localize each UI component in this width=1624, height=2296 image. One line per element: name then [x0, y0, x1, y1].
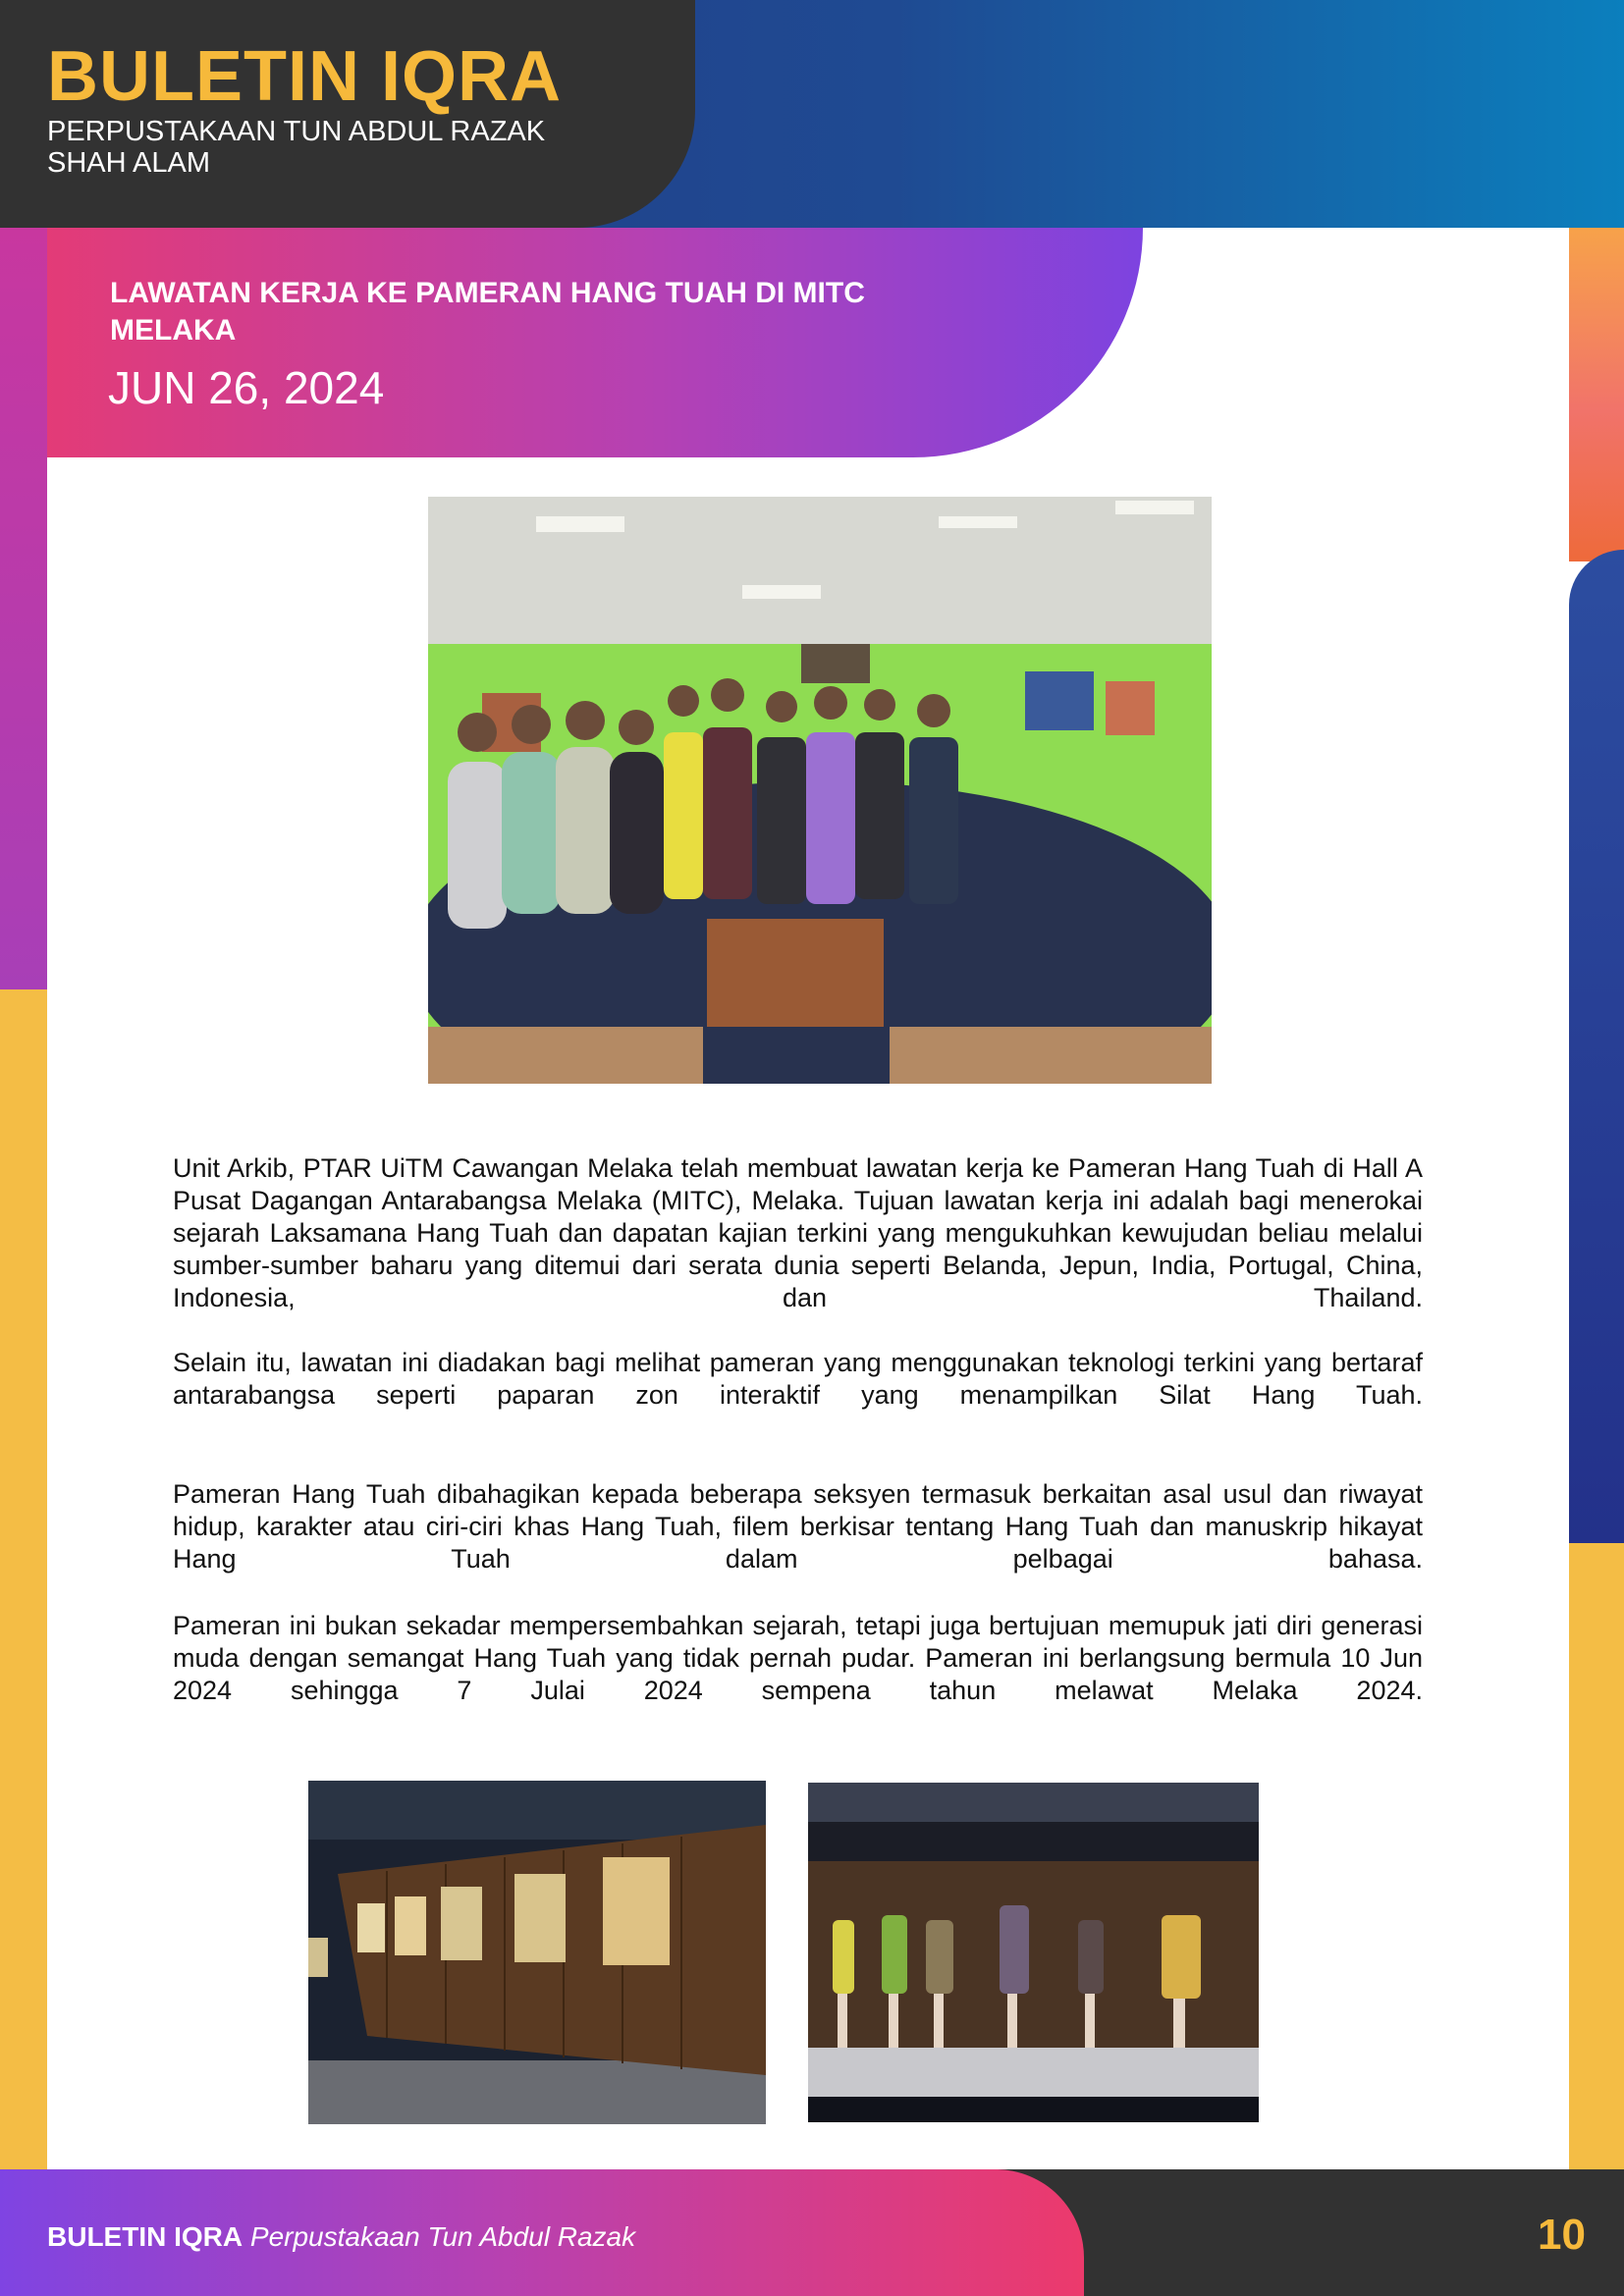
- article-paragraph-2: Selain itu, lawatan ini diadakan bagi melihat pameran yang menggunakan teknologi terkini yang bertaraf antarabangsa seperti paparan zon interaktif yang menampilkan Silat Hang Tuah.: [173, 1348, 1423, 1410]
- article-paragraph-3: Pameran Hang Tuah dibahagikan kepada beberapa seksyen termasuk berkaitan asal usul dan riwayat hidup, karakter atau ciri-ciri khas Hang Tuah, filem berkisar tentang Hang Tuah dan manuskrip hikayat Hang Tuah dalam pelbagai bahasa.: [173, 1479, 1423, 1574]
- right-accent-bar-yellow: [1569, 1543, 1624, 2169]
- left-accent-bar-purple: [0, 228, 47, 989]
- left-accent-bar-yellow: [0, 989, 47, 2169]
- right-accent-bar-orange: [1569, 228, 1624, 561]
- group-photo-illustration: [428, 497, 1212, 1084]
- group-photo: [428, 497, 1212, 1084]
- footer-brand: BULETIN IQRA: [47, 2221, 244, 2252]
- page-number: 10: [1538, 2211, 1586, 2259]
- newsletter-subtitle: [47, 116, 656, 179]
- article-title-line-2: MELAKA: [110, 314, 237, 347]
- article-title-line-1: LAWATAN KERJA KE PAMERAN HANG TUAH DI MITC: [110, 277, 865, 309]
- right-accent-bar-blue: [1569, 550, 1624, 1543]
- exhibition-costumes-photo: [808, 1783, 1259, 2122]
- exhibition-portraits-photo: [308, 1781, 766, 2124]
- subtitle-line-1: PERPUSTAKAAN TUN ABDUL RAZAK: [47, 116, 546, 147]
- exhibition-costumes-illustration: [808, 1783, 1259, 2122]
- subtitle-line-2: SHAH ALAM: [47, 147, 210, 179]
- newsletter-title: BULETIN IQRA: [47, 37, 562, 116]
- footer-label: [47, 2220, 635, 2254]
- article-paragraph-4: Pameran ini bukan sekadar mempersembahkan sejarah, tetapi juga bertujuan memupuk jati diri generasi muda dengan semangat Hang Tuah yang tidak pernah pudar. Pameran ini berlangsung bermula 10 Jun 2024 sehingga 7 Julai 2024 sempena tahun melawat Melaka 2024.: [173, 1611, 1423, 1705]
- article-date: JUN 26, 2024: [108, 362, 385, 413]
- article-paragraph-1: Unit Arkib, PTAR UiTM Cawangan Melaka telah membuat lawatan kerja ke Pameran Hang Tuah di Hall A Pusat Dagangan Antarabangsa Melaka (MITC), Melaka. Tujuan lawatan kerja ini adalah bagi menerokai sejarah Laksamana Hang Tuah dan dapatan kajian terkini yang mengukuhkan kewujudan beliau melalui sumber-sumber baharu yang ditemui dari serata dunia seperti Belanda, Jepun, India, Portugal, China, Indonesia, dan Thailand.: [173, 1153, 1423, 1312]
- article-title: [110, 275, 994, 349]
- footer-org: Perpustakaan Tun Abdul Razak: [249, 2221, 636, 2252]
- exhibition-portraits-illustration: [308, 1781, 766, 2124]
